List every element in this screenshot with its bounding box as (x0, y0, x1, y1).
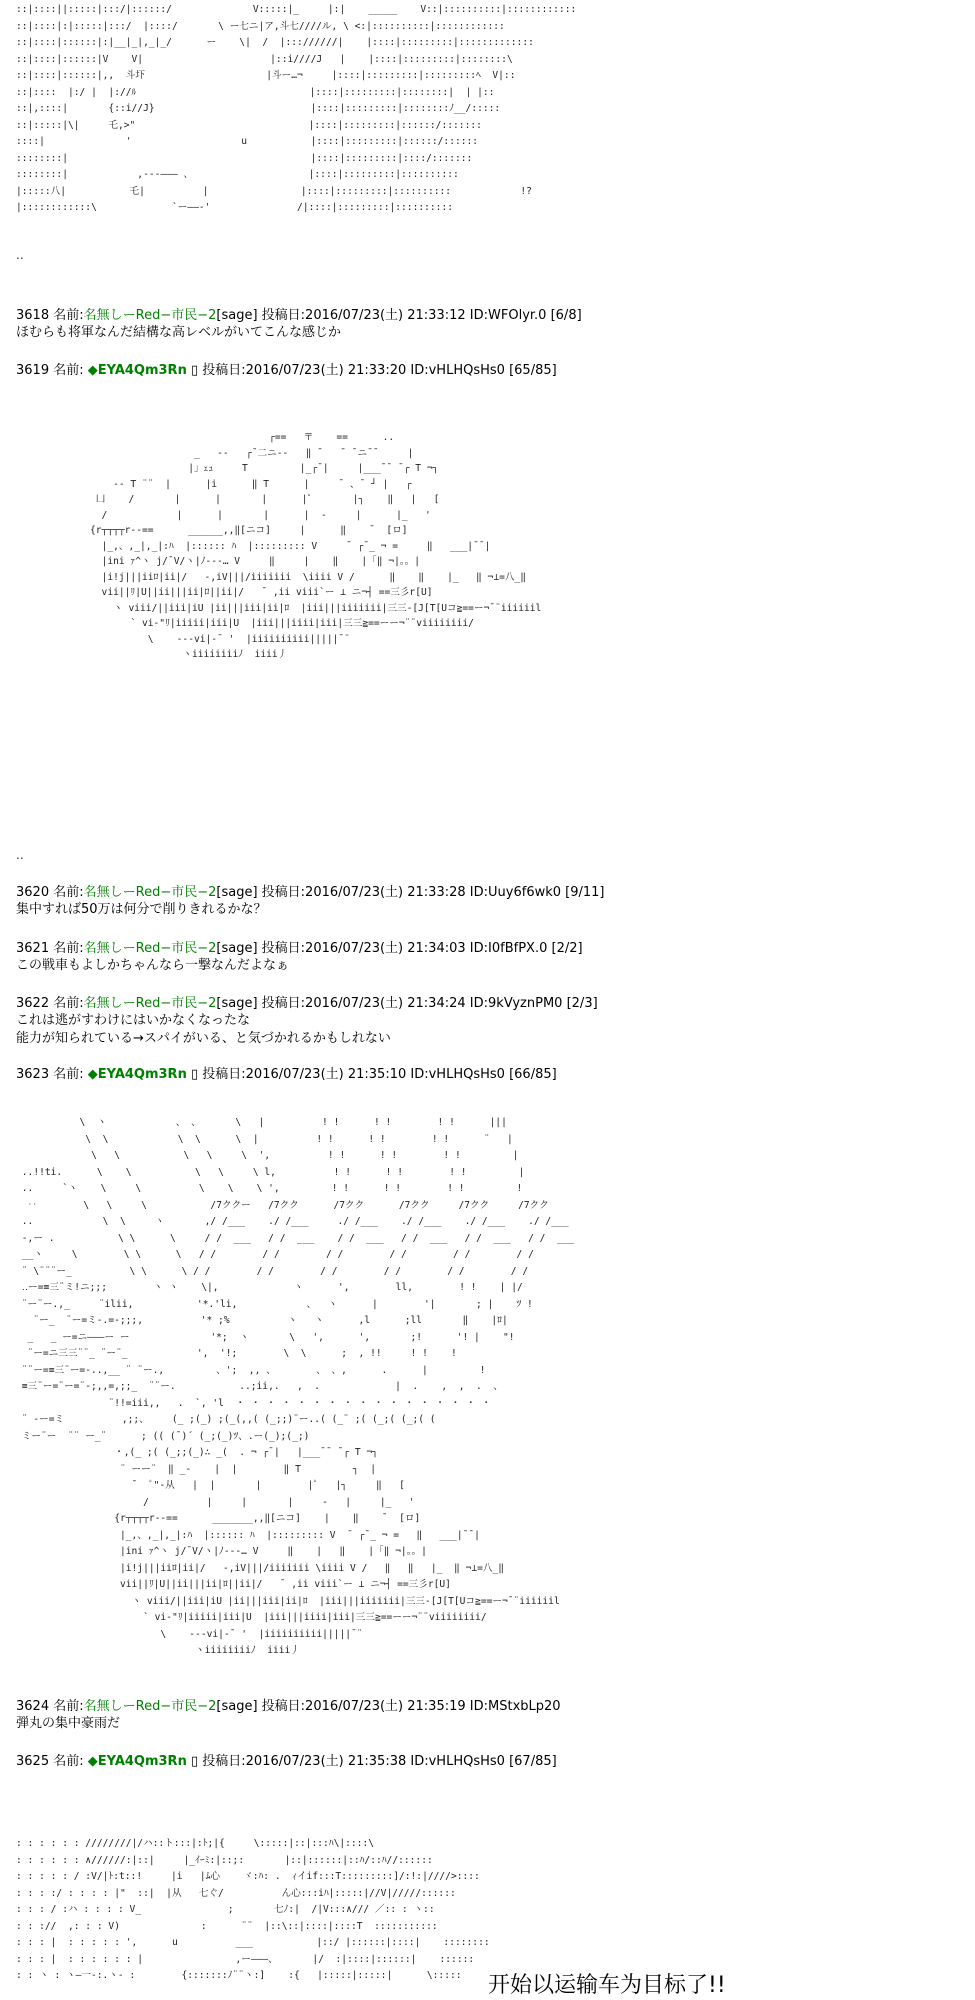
post-date: 投稿日:2016/07/23(土) 21:34:03 (261, 941, 466, 956)
translation-caption: 开始以运输车为目标了!! (488, 1973, 726, 1998)
mail-field: [sage] (216, 941, 258, 956)
post-id: ID:vHLHQsHs0 (410, 1754, 505, 1769)
post-date: 投稿日:2016/07/23(土) 21:35:19 (261, 1699, 466, 1714)
post-date: 投稿日:2016/07/23(土) 21:34:24 (261, 996, 466, 1011)
post-header-3620 (16, 884, 605, 901)
trip-mark-icon: ▯ (190, 1754, 199, 1769)
post-number: 3618 (16, 308, 50, 323)
post-date: 投稿日:2016/07/23(土) 21:35:38 (202, 1754, 407, 1769)
post-number: 3624 (16, 1699, 50, 1714)
poster-name-link[interactable]: 名無しーRed−市民−2 (83, 1699, 217, 1714)
post-header-3624 (16, 1698, 561, 1715)
post-line: この戦車もよしかちゃんなら一撃なんだよなぁ (16, 958, 290, 973)
ascii-art-tank: ┌== 〒 == .. _ -- ┌¯二ニ-- ‖ ¯ ¯ ¯ニ¯¯ | |」ｪｭ T |_┌¯| |___¯¯ ¯┌ T ¬┐ -- T ¨¨ | |i ‖ T | ¯ 、¯ ┘ | ┌ 凵 / | | | |ﾟ |┐ ‖ | [ / | | | | - | |_ ' {r┬┬┬┬r--== ______,,‖[ニコ] | ‖ ¯ [ロ] |_,、,_|,_|:ﾊ |:::::: ﾊ |::::::::: V ¯ ┌¯_ ¬ = ‖ ___|¯¯| |ini ｧ^ヽ j/¯V/ヽ|ﾉ---… V ‖ | ‖ |「‖ ¬|。。| |i!j|||iiﾛ|ii|/ -,iV|||/iiiiiii \iiii V / ‖ ‖ |_ ‖ ¬⊥=八_‖ vii||ﾘ|U||ii|||ii|ﾛ||ii|/ ¯ ,ii viii`ー ⊥ ニ¬┤ ==三彡r[U] ヽ viii/||iii|iU |ii|||iii|ii|ﾛ |iii|||iiiiiii|三三-[J[T[Uコ≧==ー¬¯¨iiiiiil ` vi-"ﾘ|iiiii|iii|U |iii|||iiii|iii|三三≧==ーー¬¨¨viiiiiiii/ \ ---vi|-¯ ' |iiiiiiiiii|||||¯¨ ヽiiiiiiiiﾉ iiii丿 (90, 432, 542, 660)
post-number: 3619 (16, 363, 50, 378)
mail-field: [sage] (216, 885, 258, 900)
post-header-3618 (16, 307, 582, 324)
post-count: [2/2] (551, 941, 583, 956)
poster-name-link[interactable]: 名無しーRed−市民−2 (83, 308, 217, 323)
post-id: ID:WFOlyr.0 (469, 308, 547, 323)
post-body-3618 (16, 324, 341, 342)
ascii-art-top: ::|::::||:::::|:::/|::::::/ V:::::|_ |:| _____ V::|::::::::::|:::::::::::: ::|::::|:|:::::|:::/ |::::/ \ ー七ニ|ア,斗七////ル, \ <:|::::::::::|:::::::::::: ::|::::|::::::|:|__|_|,_|_/ ー \| / |::://////| |::::|:::::::::|::::::::::::: ::|::::|::::::|V V| |::i////J | |::::|:::::::::|::::::::\ ::|::::|::::::|,, 斗圷 |斗ー…¬ |::::|:::::::::|:::::::::ﾍ V|:: ::|:::: |:/ | |://ﾙ |::::|:::::::::|::::::::| | |:: ::|,::::| {::i//J} |::::|:::::::::|::::::::ﾉ__/::::: ::|:::::|\| 乇,>" |::::|:::::::::|::::::/::::::: ::::| ' u |::::|:::::::::|::::::/:::::: ::::::::| |::::|:::::::::|::::/::::::: ::::::::| ,---――― 、 |::::|:::::::::|:::::::::: |:::::八| 乇| | |::::|:::::::::|:::::::::: !? |::::::::::::\ `ー――-' /|::::|:::::::::|:::::::::: (16, 4, 577, 213)
post-line: 集中すれば50万は何分で削りきれるかな？ (16, 902, 267, 917)
post-body-3622 (16, 1012, 391, 1048)
post-number: 3623 (16, 1067, 50, 1082)
post-id: ID:I0fBfPX.0 (469, 941, 548, 956)
post-count: [6/8] (550, 308, 582, 323)
post-count: [65/85] (509, 363, 557, 378)
name-label: 名前: (53, 1067, 84, 1082)
post-header-3621 (16, 940, 583, 957)
post-date: 投稿日:2016/07/23(土) 21:35:10 (202, 1067, 407, 1082)
poster-trip-link[interactable]: ◆EYA4Qm3Rn (87, 363, 187, 378)
post-count: [67/85] (509, 1754, 557, 1769)
post-header-3623 (16, 1066, 557, 1083)
post-count: [9/11] (565, 885, 605, 900)
poster-name-link[interactable]: 名無しーRed−市民−2 (83, 996, 217, 1011)
post-line: これは逃がすわけにはいかなくなったな (16, 1013, 251, 1028)
post-number: 3620 (16, 885, 50, 900)
post-number: 3622 (16, 996, 50, 1011)
name-label: 名前: (53, 1699, 84, 1714)
mail-field: [sage] (216, 308, 258, 323)
post-date: 投稿日:2016/07/23(土) 21:33:28 (261, 885, 466, 900)
trip-mark-icon: ▯ (190, 363, 199, 378)
post-line: 弾丸の集中豪雨だ (16, 1716, 121, 1731)
name-label: 名前: (53, 308, 84, 323)
post-id: ID:9kVyznPM0 (469, 996, 563, 1011)
mail-field: [sage] (216, 1699, 258, 1714)
post-id: ID:vHLHQsHs0 (410, 363, 505, 378)
poster-name-link[interactable]: 名無しーRed−市民−2 (83, 941, 217, 956)
post-header-3619 (16, 362, 557, 379)
ascii-art-character: : : : : : : ////////|/ハ::ト:::|:ﾄ;|{ \:::::|::|:::ﾊ\|::::\ : : : : : : ∧//////:|::| |_ｲｰﾐ:|::;: |::|::::::|::ﾊ/::ﾊ//:::::: : : : : : / :V/|ﾄ:t::! |i |ﾑ心 ヾ:ﾊ: . ｨイif:::T:::::::::]/:!:|////>:::: : : : :/ : : : : |" ::| |从 七ぐ/ ん心:::iﾊ|:::::|//V|/////:::::: : : : / :ハ : : : : V_ ; 七ﾉ:| /|V:::∧/// ／:: : ヽ:: : : :// ,: : : V) : ¨¨ |::\::|::::|::::T ::::::::::: : : : | : : : : : ', u ___ |::/ |::::::|::::| :::::::: : : : | : : : : : : | ,ー―――、 |/ :|::::|::::::| :::::: : : ヽ : ヽ―一-:.ヽ- : {:::::::ﾉ¨¨ヽ:] :{ |:::::|:::::| \::::: (16, 1838, 490, 1981)
trip-mark-icon: ▯ (190, 1067, 199, 1082)
poster-name-link[interactable]: 名無しーRed−市民−2 (83, 885, 217, 900)
name-label: 名前: (53, 996, 84, 1011)
post-count: [2/3] (566, 996, 598, 1011)
post-number: 3625 (16, 1754, 50, 1769)
post-body-3621 (16, 957, 289, 975)
post-id: ID:MStxbLp20 (469, 1699, 561, 1714)
post-header-3622 (16, 995, 598, 1012)
post-id: ID:Uuy6f6wk0 (469, 885, 562, 900)
post-line: 能力が知られている→スパイがいる、と気づかれるかもしれない (16, 1031, 391, 1046)
post-body-3620 (16, 901, 267, 919)
post-line: ほむらも将軍なんだ結構な高レベルがいてこんな感じか (16, 325, 342, 340)
name-label: 名前: (53, 885, 84, 900)
post-header-3625 (16, 1753, 557, 1770)
post-body-3624 (16, 1715, 120, 1733)
post-number: 3621 (16, 941, 50, 956)
name-label: 名前: (53, 1754, 84, 1769)
name-label: 名前: (53, 941, 84, 956)
post-count: [66/85] (509, 1067, 557, 1082)
ascii-art-tank-barrage: \ ヽ 、 、 \ | ! ! ! ! ! ! ||| \ \ \ \ \ | ! ! ! ! ! ! ¨ | \ \ \ \ \ ', ! ! ! ! ! ! | ..!!ti. \ \ \ \ \ l, ! ! ! ! ! ! | .. `ヽ \ \ \ \ \ ', ! ! ! ! ! ! ! ‥ \ \ \ /7ククー /7クク /7クク /7クク /7クク /7クク .. \ \ ヽ ,/ /___ ./ /___ ./ /___ ./ /___ ./ /___ ./ /___ -,ー . \ \ \ / / ___ / / ___ / / ___ / / ___ / / ___ / / ___ __ヽ \ \ \ \ / / / / / / / / / / / / ¨ \¨¨¨ー_ \ \ \ / / / / / / / / / / / / ‥ー=≡三¨ミ!ニ;;; ヽ ヽ \|, ヽ ', ll, ! ! | |/ ¨ー¨ー.,_ ¨ilii, '*.'li, 、 ヽ | '| ; | ﾂ ! ¨ー_ ¨ー=ミ-.=-;;;, '* ;% ヽ ヽ ,l ;ll ‖ |ﾛ| _ _ ー=ニ―――ー ー '*; ヽ \ ', ', ;! '! | "! ¨ー=ニ三三¨¨_ ¨ー¨_ ', '!; \ \ ; , !! ! ! ! ¨¨ー=≡三¨ー=-..,__ ¨ ¨ー., 、'; ,, 、 、 、, . | ! ≡三¨ー=¨ー=¨-;,,=,;;_ ¨¨ー. ..;ii,. , . | . , , . 、 ¨!!=iii,, . `, 'l ・ ・ ・ ・ ・ ・ ・ ・ ・ ・ ・ ・ ・ ・ ・ ・ ・ ¨ -ー=ミ ,;;、 (_ ;(_) ;(_(,,( (_;;)¨ー..( (_¨ ;( (_;( (_;( ( ミー¨ー ¨¨ ー_¨ ; (( (¯)´ (_;(_)ﾂ、.ー(_);(_;) ・,(_ ;( (_;;(_)∴ _( . ¬ ┌¯| |___¯¯ ¯┌ T ¬┐ ¨ ーー¨ ‖ _- | | ‖ T ┐ | ¯ ﾟ"‐从 | | | |ﾟ |┐ ‖ [ / | | | - | |_ ' {r┬┬┬┬r--== _______,,‖[ニコ] | ‖ ¯ [ロ] |_,、,_|,_|:ﾊ |:::::: ﾊ |::::::::: V ¯ ┌¯_ ¬ = ‖ ___|¯¯| |ini ｧ^ヽ j/¯V/ヽ|ﾉ---… V ‖ | ‖ |「‖ ¬|。。| |i!j|||iiﾛ|ii|/ -,iV|||/iiiiiii \iiii V / ‖ ‖ |_ ‖ ¬⊥=八_‖ vii||ﾘ|U||ii|||ii|ﾛ||ii|/ ¯ ,ii viii`ー ⊥ ニ¬┤ ==三彡r[U] ヽ viii/||iii|iU |ii|||iii|ii|ﾛ |iii|||iiiiiii|三三-[J[T[Uコ≧==ー¬¯¨iiiiiil ` vi-"ﾘ|iiiii|iii|U |iii|||iiii|iii|三三≧==ーー¬¨¨viiiiiiii/ \ ---vi|-¯ ' |iiiiiiiiii|||||¯¨ ヽiiiiiiiiﾉ iiii丿 (21, 1117, 575, 1656)
mail-field: [sage] (216, 996, 258, 1011)
separator-dots: .. (16, 248, 24, 262)
post-id: ID:vHLHQsHs0 (410, 1067, 505, 1082)
separator-dots: .. (16, 848, 24, 862)
post-date: 投稿日:2016/07/23(土) 21:33:12 (261, 308, 466, 323)
poster-trip-link[interactable]: ◆EYA4Qm3Rn (87, 1067, 187, 1082)
post-date: 投稿日:2016/07/23(土) 21:33:20 (202, 363, 407, 378)
name-label: 名前: (53, 363, 84, 378)
poster-trip-link[interactable]: ◆EYA4Qm3Rn (87, 1754, 187, 1769)
